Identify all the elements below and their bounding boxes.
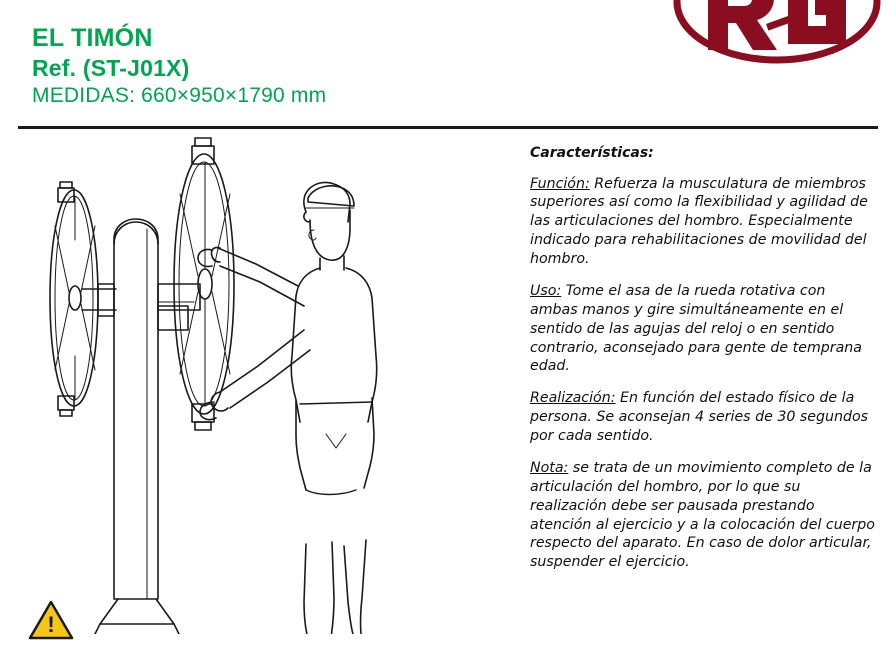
warning-symbol: !: [47, 612, 55, 637]
product-dimensions: MEDIDAS: 660×950×1790 mm: [32, 84, 327, 108]
document-header: [0, 0, 895, 120]
item-text-uso: Tome el asa de la rueda rotativa con ambas manos y gire simultáneamente en el sentido de las agujas del reloj o en sentido contrario, aconsejado para gente de temprana edad.: [530, 282, 862, 375]
header-divider: [18, 126, 878, 129]
characteristics-heading: Características:: [530, 145, 654, 161]
product-name: EL TIMÓN: [32, 24, 153, 52]
logo-graphic: [670, 0, 885, 87]
characteristics-item: [530, 459, 875, 572]
rear-wheel-group: [50, 182, 116, 416]
characteristics-item: [530, 175, 875, 269]
company-logo: [670, 0, 885, 87]
page-title: [32, 22, 326, 110]
item-label-funcion: Función:: [530, 175, 590, 192]
warning-icon: [28, 600, 74, 640]
item-text-funcion: Refuerza la musculatura de miembros superiores así como la flexibilidad y agilidad de las articulaciones del hombro. Especialmente indicado para rehabilitaciones de movilidad del hombro.: [530, 175, 868, 268]
item-text-nota: se trata de un movimiento completo de la articulación del hombro, por lo que su realización debe ser pausada prestando atención al ejercicio y a la colocación del cuerpo respecto del aparato. En caso de dolor articular, suspender el ejercicio.: [530, 459, 875, 571]
user-figure-group: [198, 182, 380, 634]
illustration-svg: [14, 134, 509, 634]
item-label-uso: Uso:: [530, 282, 562, 299]
item-text-realizacion: En función del estado físico de la persona. Se aconsejan 4 series de 30 segundos por cada sentido.: [530, 390, 869, 445]
item-label-realizacion: Realización:: [530, 390, 616, 407]
product-reference: Ref. (ST-J01X): [32, 55, 190, 81]
characteristics-item: [530, 282, 875, 376]
characteristics-panel: [530, 144, 875, 585]
item-label-nota: Nota:: [530, 459, 569, 476]
post-group: [94, 219, 180, 634]
characteristics-item: [530, 389, 875, 446]
warning-triangle-icon: [28, 600, 74, 640]
product-illustration: [14, 134, 509, 634]
